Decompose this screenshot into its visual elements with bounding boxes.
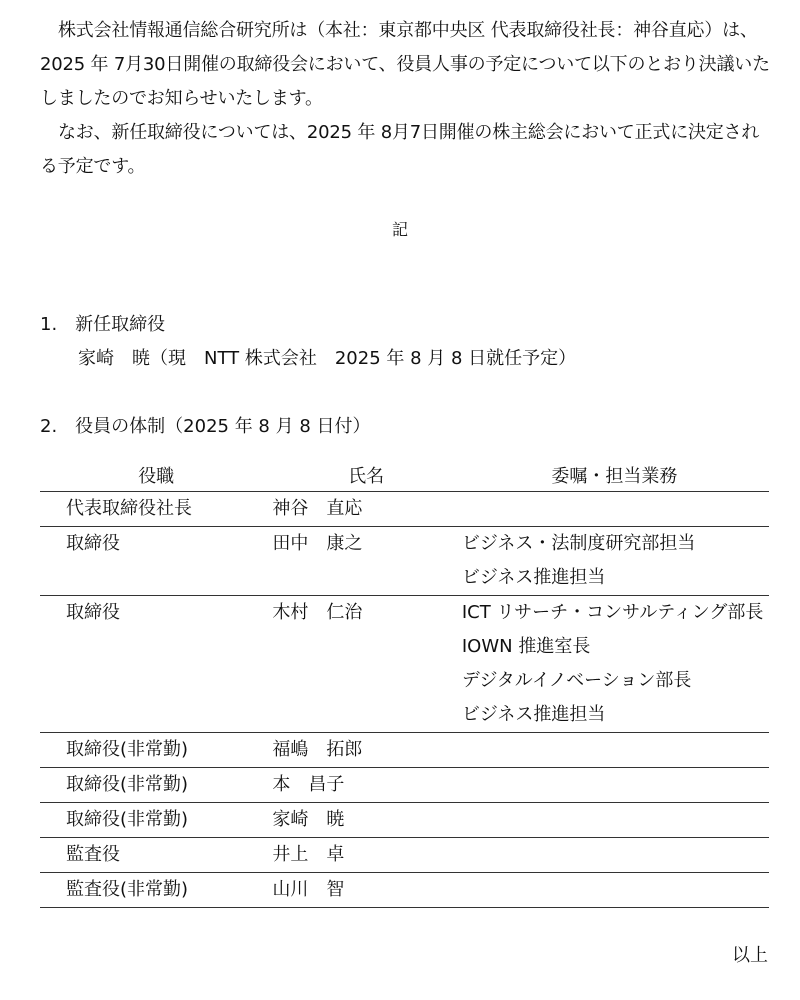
intro-paragraph-1: 株式会社情報通信総合研究所は（本社：東京都中央区 代表取締役社長：神谷直応）は、2025 年 7月30日開催の取締役会において、役員人事の予定について以下のとおり決議いたしましたのでお知らせいたします。: [40, 20, 770, 109]
role-cell: 代表取締役社長: [40, 492, 272, 527]
duties-cell: [460, 527, 769, 596]
name-cell: 井上 卓: [272, 838, 459, 873]
intro-paragraph-2: なお、新任取締役については、2025 年 8月7日開催の株主総会において正式に決定される予定です。: [40, 122, 760, 177]
duties-cell: [460, 803, 769, 838]
duty-line: ビジネス・法制度研究部担当: [461, 533, 696, 554]
name-cell: 神谷 直応: [272, 492, 459, 527]
table-row: [40, 492, 769, 527]
name-cell: 福嶋 拓郎: [272, 733, 459, 768]
name-cell: 本 昌子: [272, 768, 459, 803]
executive-table: [40, 459, 769, 908]
duties-cell: [460, 733, 769, 768]
closing-text: 以上: [732, 945, 768, 966]
role-cell: 取締役(非常勤): [40, 803, 272, 838]
table-row: [40, 838, 769, 873]
role-cell: 監査役(非常勤): [40, 873, 272, 908]
duty-line: ビジネス推進担当: [461, 567, 606, 588]
ki-heading: 記: [391, 220, 408, 239]
name-cell: 田中 康之: [272, 527, 459, 596]
name-cell: 家崎 暁: [272, 803, 459, 838]
role-cell: 取締役(非常勤): [40, 768, 272, 803]
table-row: [40, 527, 769, 596]
header-duties: 委嘱・担当業務: [460, 459, 769, 492]
name-cell: 木村 仁治: [272, 596, 459, 733]
duties-cell: [460, 873, 769, 908]
duty-line: デジタルイノベーション部長: [461, 670, 692, 691]
table-row: [40, 733, 769, 768]
section-new-director: [40, 308, 576, 376]
section-2-heading: 2. 役員の体制（2025 年 8 月 8 日付）: [40, 416, 371, 437]
duties-cell: [460, 596, 769, 733]
table-row: [40, 768, 769, 803]
duties-cell: [460, 492, 769, 527]
duties-cell: [460, 768, 769, 803]
section-executive-structure: [40, 410, 371, 444]
header-name: 氏名: [272, 459, 459, 492]
table-header-row: [40, 459, 769, 492]
section-1-heading: 1. 新任取締役: [40, 314, 166, 335]
duty-line: IOWN 推進室長: [461, 636, 591, 657]
name-cell: 山川 智: [272, 873, 459, 908]
table-row: [40, 803, 769, 838]
role-cell: 取締役: [40, 596, 272, 733]
role-cell: 取締役: [40, 527, 272, 596]
intro-text: [40, 14, 770, 184]
role-cell: 取締役(非常勤): [40, 733, 272, 768]
duties-cell: [460, 838, 769, 873]
role-cell: 監査役: [40, 838, 272, 873]
duty-line: ビジネス推進担当: [461, 704, 606, 725]
duty-line: ICT リサーチ・コンサルティング部長: [461, 602, 764, 623]
table-row: [40, 873, 769, 908]
header-role: 役職: [40, 459, 272, 492]
new-director-item: 家崎 暁（現 NTT 株式会社 2025 年 8 月 8 日就任予定）: [78, 348, 577, 369]
table-row: [40, 596, 769, 733]
